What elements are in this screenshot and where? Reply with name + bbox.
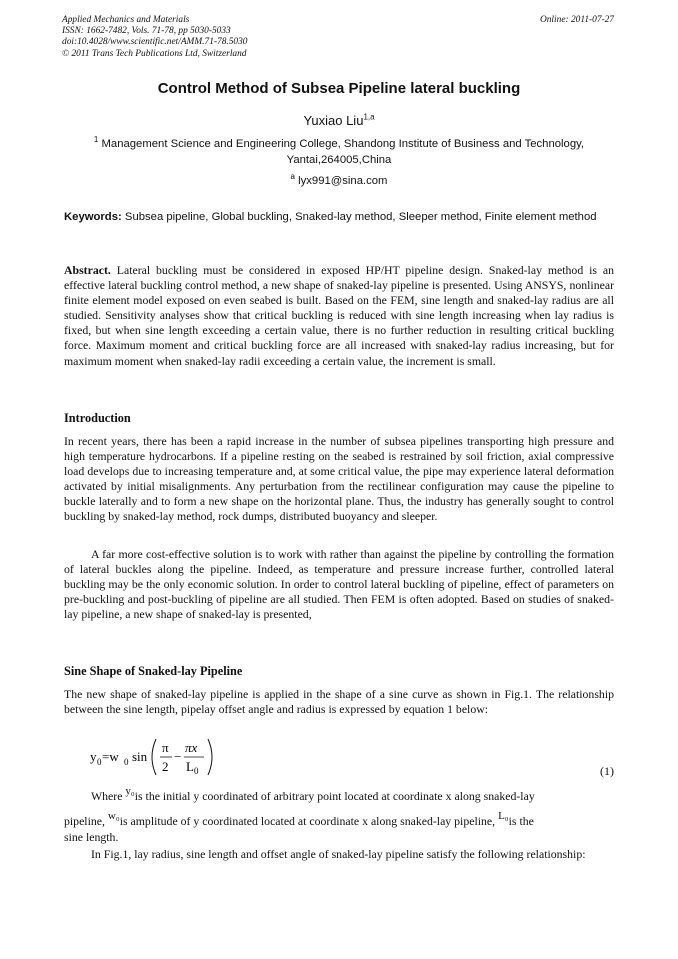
affiliation <box>64 137 614 168</box>
eq-minus: − <box>174 749 182 764</box>
where-line-1 <box>91 785 614 805</box>
sine-section-paragraph-1: The new shape of snaked-lay pipeline is applied in the shape of a sine curve as shown in Fig.1. The relationship between the sine length, pipelay offset angle and radius is expressed by equation 1 below: <box>64 687 614 717</box>
author <box>0 113 678 128</box>
journal-header <box>62 15 247 60</box>
email-address: lyx991@sina.com <box>298 175 388 187</box>
keywords-label: Keywords: <box>64 211 122 223</box>
where-text-2b: is amplitude of y coordinated located at coordinate x along snaked-lay pipeline, <box>119 814 496 828</box>
author-name: Yuxiao Liu <box>303 113 364 128</box>
sine-section-paragraph-2: In Fig.1, lay radius, sine length and offset angle of snaked-lay pipeline satisfy the following relationship: <box>91 847 586 861</box>
eq-den2-sub: 0 <box>194 766 199 776</box>
where-symbol-y0: y₀ <box>125 785 135 797</box>
where-text-2a: pipeline, <box>64 814 105 828</box>
eq-func: sin <box>132 749 148 764</box>
where-line-2 <box>64 810 614 830</box>
author-marker: 1,a <box>363 112 375 122</box>
journal-doi: doi:10.4028/www.scientific.net/AMM.71-78.5030 <box>62 37 248 48</box>
where-word: Where <box>91 789 123 803</box>
email <box>0 172 678 187</box>
paper-title: Control Method of Subsea Pipeline lateral buckling <box>157 80 521 97</box>
introduction-paragraph-2: A far more cost-effective solution is to work with rather than against the pipeline by controlling the formation of lateral buckles along the pipeline. Indeed, as temperature and pressure increase further, controlled lateral buckling may be the only economic solution. In order to control lateral buckling of pipeline, effect of parameters on pre-buckling and post-buckling of pipeline are all studied. Then FEM is often adopted. Based on studies of snaked-lay pipeline, a new shape of snaked-lay is presented, <box>64 547 614 622</box>
affiliation-line1: Management Science and Engineering College, Shandong Institute of Business and Technology, <box>101 138 585 150</box>
keywords <box>64 210 614 225</box>
where-text-1: is the initial y coordinated of arbitrary point located at coordinate x along snaked-lay <box>134 789 535 803</box>
online-date: Online: 2011-07-27 <box>539 15 614 25</box>
eq-left-paren <box>152 739 156 775</box>
keywords-text: Subsea pipeline, Global buckling, Snaked-lay method, Sleeper method, Finite element method <box>124 211 597 223</box>
eq-right-paren <box>208 739 212 775</box>
affiliation-marker: 1 <box>93 135 99 145</box>
affiliation-line2: Yantai,264005,China <box>286 153 392 166</box>
eq-num1: π <box>162 740 169 755</box>
journal-issn: ISSN: 1662-7482, Vols. 71-78, pp 5030-5033 <box>62 26 231 37</box>
sine-section-heading: Sine Shape of Snaked-lay Pipeline <box>64 664 243 678</box>
eq-num2: πx <box>185 740 198 755</box>
where-symbol-w0: w₀ <box>107 810 120 822</box>
eq-den1: 2 <box>162 759 169 774</box>
eq-lhs-sub: 0 <box>97 757 102 767</box>
abstract-label: Abstract. <box>64 263 111 277</box>
where-text-2c: is the <box>508 814 534 828</box>
abstract <box>64 263 614 369</box>
introduction-heading: Introduction <box>64 411 131 425</box>
where-symbol-L0: L₀ <box>498 810 509 822</box>
introduction-paragraph-1: In recent years, there has been a rapid increase in the number of subsea pipelines transporting high pressure and high temperature hydrocarbons. If a pipeline resting on the seabed is restrained by soil friction, axial compressive load develops due to increasing temperature and, at some critical value, the pipe may experience lateral deformation activated by initial misalignments. Any perturbation from the rectilinear configuration may cause the pipeline to buckle laterally and to form a new shape on the horizontal plane. Thus, the industry has generally sought to control buckling by snaked-lay method, rock dumps, distributed buoyancy and sleeper. <box>64 434 614 524</box>
email-marker: a <box>290 172 295 182</box>
eq-equals: =w <box>102 749 119 764</box>
journal-copyright: © 2011 Trans Tech Publications Ltd, Switzerland <box>62 48 247 59</box>
equation-number: (1) <box>600 764 614 778</box>
journal-name: Applied Mechanics and Materials <box>62 15 190 25</box>
eq-den2: L <box>186 759 194 774</box>
where-line-3: sine length. <box>64 830 119 844</box>
eq-lhs: y <box>90 749 97 764</box>
abstract-text: Lateral buckling must be considered in exposed HP/HT pipeline design. Snaked-lay method is an effective lateral buckling control method, a new shape of snaked-lay pipeline is presented. Using ANSYS, nonlinear finite element model exposed on even seabed is built. Based on the FEM, sine length and snaked-lay radius are all studied. Sensitivity analyses show that critical buckling is reduced with sine length increasing when lay radius is fixed, but when sine length exceeding a certain value, there is no further reduction in resulting critical buckling force. Maximum moment and critical buckling force are all increased with snaked-lay radius increasing, but for maximum moment when snaked-lay radii exceeding a certain value, the increment is small. <box>64 263 614 368</box>
equation-1-graphic <box>90 737 250 781</box>
eq-w-sub: 0 <box>124 757 129 767</box>
